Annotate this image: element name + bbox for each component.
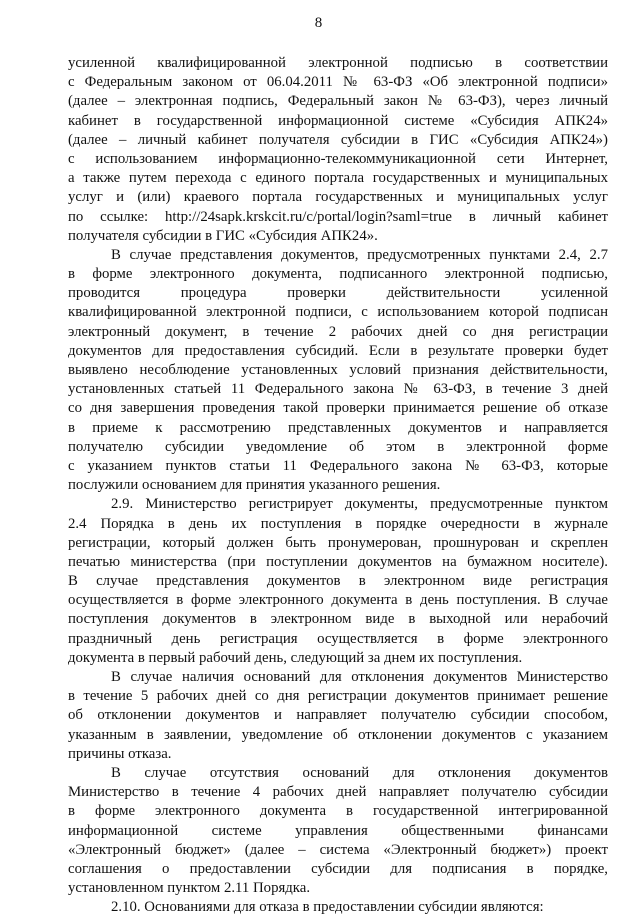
text-line: электронный документ, в течение 2 рабочих дней со дня регистрации xyxy=(68,323,608,340)
page-number: 8 xyxy=(314,15,323,31)
text-line: причины отказа. xyxy=(68,745,172,762)
text-line: кабинет в государственной информационной системе «Субсидия АПК24» xyxy=(68,112,608,129)
text-line: регистрации, который должен быть пронумерован, прошнурован и скреплен xyxy=(68,534,608,551)
text-line: а также путем перехода с единого портала государственных и муниципальных xyxy=(68,170,608,187)
text-line: документов для предоставления субсидий. Если в результате проверки будет xyxy=(68,342,608,359)
text-line: праздничный день регистрация осуществляется в форме электронного xyxy=(68,630,608,647)
text-line: установленных статьей 11 Федерального закона № 63-ФЗ, в течение 3 дней xyxy=(68,381,608,398)
text-line: Министерство в течение 4 рабочих дней направляет получателю субсидии xyxy=(68,784,608,801)
text-line: в форме электронного документа, подписанного электронной подписью, xyxy=(68,266,608,283)
text-line: В случае наличия оснований для отклонения документов Министерство xyxy=(111,669,608,685)
text-line: выявлено несоблюдение установленных условий признания действительности, xyxy=(68,362,608,378)
text-line: с Федеральным законом от 06.04.2011 № 63-ФЗ «Об электронной подписи» xyxy=(68,74,608,91)
text-line: документа в первый рабочий день, следующий за днем их поступления. xyxy=(68,649,523,666)
text-line: с использованием информационно-телекоммуникационной сети Интернет, xyxy=(68,150,608,167)
text-line: по ссылке: http://24sapk.krskcit.ru/c/portal/login?saml=true в личный кабинет xyxy=(68,208,608,225)
text-line: проводится процедура проверки действительности усиленной xyxy=(68,285,608,302)
text-line: В случае отсутствия оснований для отклонения документов xyxy=(111,764,608,781)
text-line: установленном пунктом 2.11 Порядка. xyxy=(68,880,311,897)
text-line: 2.4 Порядка в день их поступления в порядке очередности в журнале xyxy=(68,515,608,532)
text-line: В случае представления документов в электронном виде регистрация xyxy=(68,573,608,590)
text-line: поступления документов в электронном виде в выходной или нерабочий xyxy=(68,611,608,628)
text-line: 2.10. Основаниями для отказа в предоставлении субсидии являются: xyxy=(111,899,544,916)
text-line: указанным в заявлении, уведомление об отклонении документов с указанием xyxy=(68,726,608,743)
text-line: со дня завершения проведения такой проверки принимается решение об отказе xyxy=(68,400,608,417)
text-line: усиленной квалифицированной электронной подписью в соответствии xyxy=(68,55,608,71)
text-line: услуг и (или) краевого портала государственных и муниципальных услуг xyxy=(68,189,608,206)
text-line: осуществляется в форме электронного документа в день поступления. В случае xyxy=(68,592,608,609)
text-line: печатью министерства (при поступлении документов на бумажном носителе). xyxy=(68,553,608,570)
text-line: в течение 5 рабочих дней со дня регистрации документов принимает решение xyxy=(68,688,608,705)
text-line: послужили основанием для принятия указанного решения. xyxy=(68,477,441,494)
text-line: В случае представления документов, предусмотренных пунктами 2.4, 2.7 xyxy=(111,246,608,263)
text-line: 2.9. Министерство регистрирует документы, предусмотренные пунктом xyxy=(111,496,608,513)
text-line: квалифицированной электронной подписи, с использованием которой подписан xyxy=(68,304,608,321)
text-line: получателя субсидии в ГИС «Субсидия АПК24». xyxy=(68,227,378,244)
text-line: «Электронный бюджет» (далее – система «Электронный бюджет») проект xyxy=(68,841,608,858)
text-line: в форме электронного документа в государственной интегрированной xyxy=(68,803,608,820)
text-line: информационной системе управления общественными финансами xyxy=(68,822,608,839)
text-line: в приеме к рассмотрению представленных документов и направляется xyxy=(68,419,608,436)
text-line: получателю субсидии уведомление об этом в электронной форме xyxy=(68,438,608,455)
text-line: (далее – электронная подпись, Федеральный закон № 63-ФЗ), через личный xyxy=(68,93,608,110)
text-line: с указанием пунктов статьи 11 Федерального закона № 63-ФЗ, которые xyxy=(68,457,608,474)
document-body xyxy=(68,54,608,917)
text-line: (далее – личный кабинет получателя субсидии в ГИС «Субсидия АПК24») xyxy=(68,131,608,148)
text-line: об отклонении документов и направляет получателю субсидии способом, xyxy=(68,707,608,724)
text-line: соглашения о предоставлении субсидии для подписания в порядке, xyxy=(68,860,608,877)
